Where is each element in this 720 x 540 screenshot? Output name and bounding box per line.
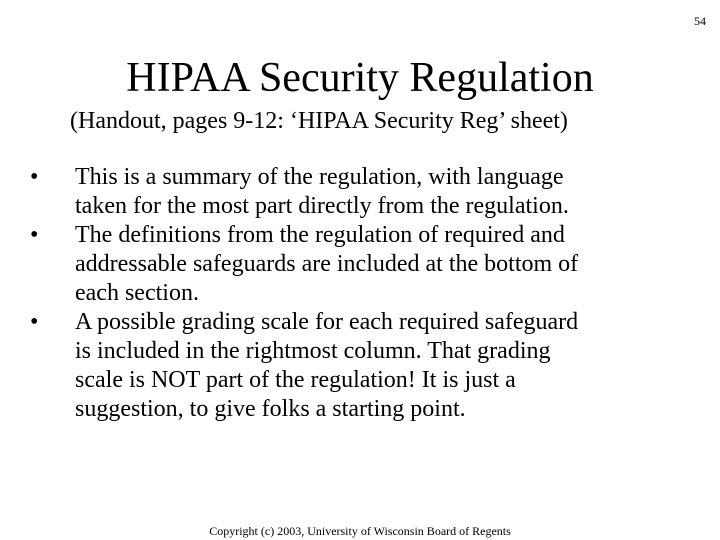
bullet-text-line: suggestion, to give folks a starting point. xyxy=(75,396,466,422)
bullet-text-line: is included in the rightmost column. That grading xyxy=(75,338,551,364)
bullet-text-line: each section. xyxy=(75,280,199,306)
slide-title: HIPAA Security Regulation xyxy=(126,55,594,101)
bullet-text-line: This is a summary of the regulation, with language xyxy=(75,164,564,190)
bullet-text-line: A possible grading scale for each required safeguard xyxy=(75,309,579,335)
bullet-item xyxy=(30,163,710,221)
bullet-text-line: scale is NOT part of the regulation! It is just a xyxy=(75,367,516,393)
bullet-text-line: addressable safeguards are included at the bottom of xyxy=(75,251,579,277)
bullet-item xyxy=(30,308,710,424)
copyright-footer: Copyright (c) 2003, University of Wisconsin Board of Regents xyxy=(209,524,511,538)
page-number: 54 xyxy=(694,14,706,28)
bullet-icon: • xyxy=(30,222,39,248)
slide-subtitle: (Handout, pages 9-12: ‘HIPAA Security Reg’ sheet) xyxy=(70,108,568,134)
bullet-text-line: taken for the most part directly from the regulation. xyxy=(75,193,569,219)
bullet-icon: • xyxy=(30,309,39,335)
bullet-item xyxy=(30,221,710,308)
bullet-text-line: The definitions from the regulation of required and xyxy=(75,222,565,248)
bullet-list xyxy=(30,163,710,424)
bullet-icon: • xyxy=(30,164,39,190)
